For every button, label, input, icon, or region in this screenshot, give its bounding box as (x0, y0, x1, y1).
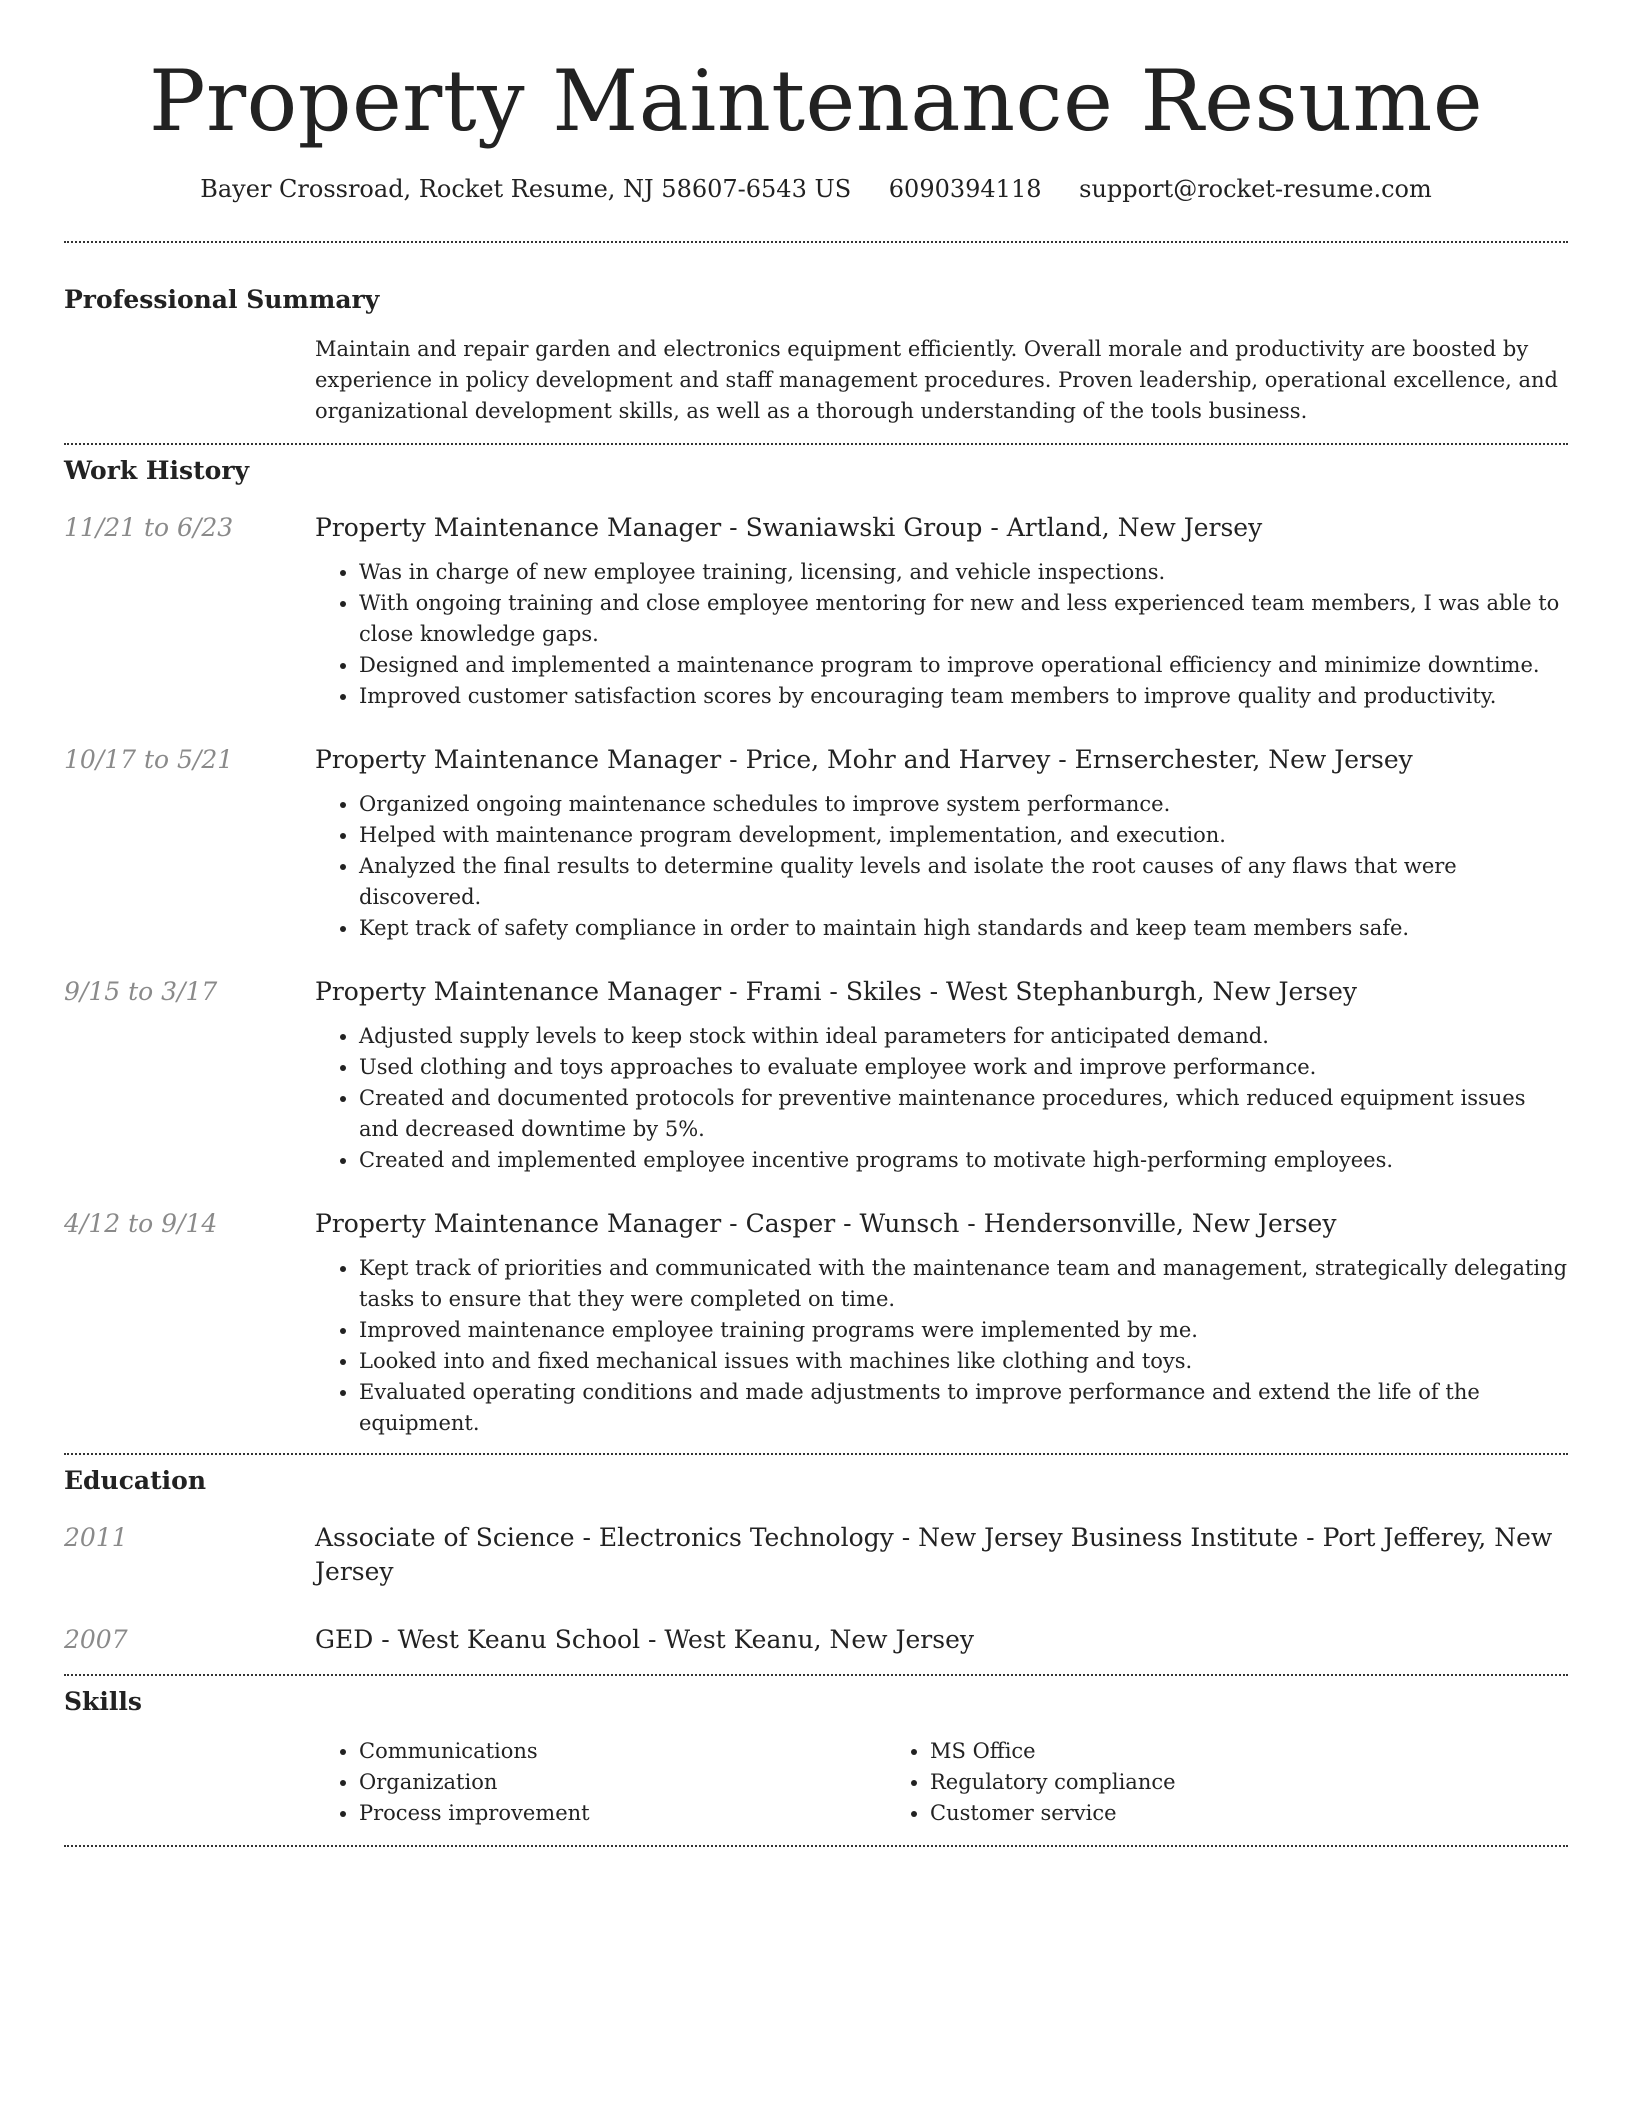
education-heading: Education (64, 1466, 207, 1495)
resume-name: Property Maintenance Resume (148, 52, 1484, 150)
skill-item: • Customer service (930, 1798, 1457, 1829)
job-bullet: • Used clothing and toys approaches to evaluate employee work and improve performance. (359, 1052, 1568, 1083)
summary-heading: Professional Summary (64, 285, 380, 314)
job-bullet: • Created and documented protocols for preventive maintenance procedures, which reduced equipment issues and decreased downtime by 5%. (359, 1083, 1568, 1145)
job-bullet: • Evaluated operating conditions and made adjustments to improve performance and extend the life of the equipment. (359, 1377, 1568, 1439)
job-dates: 4/12 to 9/14 (64, 1209, 218, 1238)
education-section (64, 1455, 1568, 1657)
job-entry (64, 1207, 1568, 1439)
job-bullet: • Was in charge of new employee training, licensing, and vehicle inspections. (359, 557, 1568, 588)
skill-item: • MS Office (930, 1736, 1457, 1767)
job-bullets (315, 1021, 1568, 1176)
skills-list-left (315, 1736, 886, 1829)
job-bullets (315, 789, 1568, 944)
job-bullet: • Adjusted supply levels to keep stock within ideal parameters for anticipated demand. (359, 1021, 1568, 1052)
education-entry (64, 1623, 1568, 1657)
skill-item: • Regulatory compliance (930, 1767, 1457, 1798)
job-bullet: • Designed and implemented a maintenance program to improve operational efficiency and minimize downtime. (359, 650, 1568, 681)
contact-line (0, 172, 1632, 206)
section-divider (64, 1845, 1568, 1847)
job-bullet: • Looked into and fixed mechanical issues with machines like clothing and toys. (359, 1346, 1568, 1377)
job-bullet: • Organized ongoing maintenance schedules to improve system performance. (359, 789, 1568, 820)
summary-text: Maintain and repair garden and electronics equipment efficiently. Overall morale and productivity are boosted by experience in policy development and staff management procedures. Proven leadership, operational excellence, and organizational development skills, as well as a thorough understanding of the tools business. (315, 337, 1558, 423)
job-bullets (315, 557, 1568, 712)
job-entry (64, 511, 1568, 712)
job-dates: 9/15 to 3/17 (64, 977, 218, 1006)
work-history-heading: Work History (64, 456, 250, 485)
job-title: Property Maintenance Manager - Price, Mohr and Harvey - Ernserchester, New Jersey (315, 745, 1413, 774)
contact-phone: 6090394118 (888, 175, 1042, 203)
job-title: Property Maintenance Manager - Casper - Wunsch - Hendersonville, New Jersey (315, 1209, 1337, 1238)
education-text: Associate of Science - Electronics Technology - New Jersey Business Institute - Port Jefferey, New Jersey (315, 1523, 1553, 1586)
skills-left-spacer (64, 1736, 315, 1829)
education-year: 2011 (64, 1523, 128, 1552)
skill-item: • Organization (359, 1767, 886, 1798)
skills-heading: Skills (64, 1687, 142, 1716)
job-entry (64, 975, 1568, 1176)
skill-item: • Process improvement (359, 1798, 886, 1829)
education-year: 2007 (64, 1625, 128, 1654)
job-bullet: • Kept track of priorities and communicated with the maintenance team and management, strategically delegating tasks to ensure that they were completed on time. (359, 1253, 1568, 1315)
job-bullets (315, 1253, 1568, 1439)
job-bullet: • Improved customer satisfaction scores by encouraging team members to improve quality and productivity. (359, 681, 1568, 712)
job-title: Property Maintenance Manager - Swaniawski Group - Artland, New Jersey (315, 513, 1263, 542)
job-entry (64, 743, 1568, 944)
education-text: GED - West Keanu School - West Keanu, New Jersey (315, 1625, 975, 1654)
job-bullet: • Improved maintenance employee training programs were implemented by me. (359, 1315, 1568, 1346)
contact-address: Bayer Crossroad, Rocket Resume, NJ 58607-6543 US (200, 175, 852, 203)
skills-list-right (886, 1736, 1457, 1829)
job-bullet: • With ongoing training and close employee mentoring for new and less experienced team members, I was able to close knowledge gaps. (359, 588, 1568, 650)
contact-email: support@rocket-resume.com (1079, 175, 1432, 203)
job-bullet: • Analyzed the final results to determine quality levels and isolate the root causes of any flaws that were discovered. (359, 851, 1568, 913)
skills-section (64, 1676, 1568, 1829)
skill-item: • Communications (359, 1736, 886, 1767)
summary-left-spacer (64, 334, 315, 427)
job-dates: 11/21 to 6/23 (64, 513, 234, 542)
resume-content (64, 241, 1568, 1847)
job-dates: 10/17 to 5/21 (64, 745, 234, 774)
summary-section (64, 243, 1568, 427)
skills-grid (315, 1736, 1568, 1829)
job-bullet: • Created and implemented employee incentive programs to motivate high-performing employees. (359, 1145, 1568, 1176)
education-entry (64, 1521, 1568, 1589)
job-bullet: • Helped with maintenance program development, implementation, and execution. (359, 820, 1568, 851)
job-bullet: • Kept track of safety compliance in order to maintain high standards and keep team members safe. (359, 913, 1568, 944)
resume-header (0, 0, 1632, 206)
work-history-section (64, 445, 1568, 1439)
job-title: Property Maintenance Manager - Frami - Skiles - West Stephanburgh, New Jersey (315, 977, 1357, 1006)
